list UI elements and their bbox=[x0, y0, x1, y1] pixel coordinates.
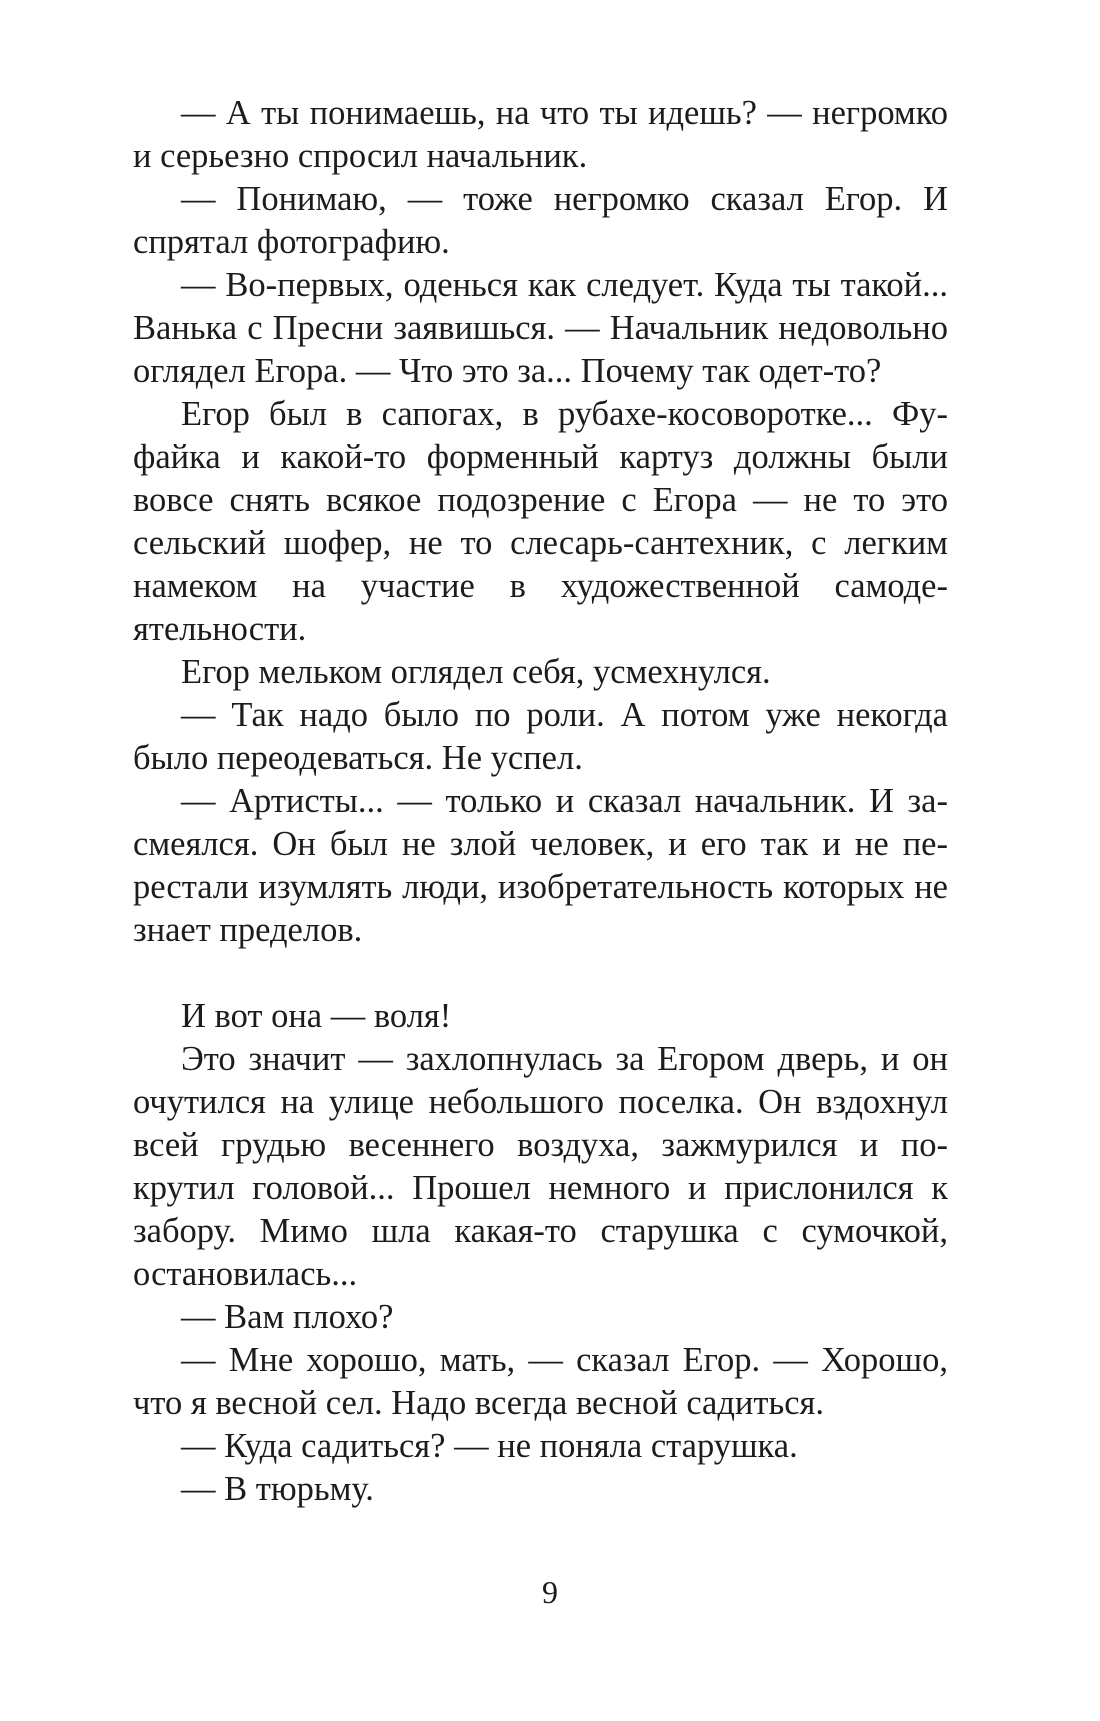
paragraph: — Во-первых, оденься как следует. Куда ты такой... Ванька с Пресни заявишься. — Начальник недовольно оглядел Егора. — Что это за... Почему так одет-то? bbox=[133, 266, 948, 390]
paragraph: — А ты понимаешь, на что ты идешь? — негромко и серьезно спросил начальник. bbox=[133, 94, 948, 175]
paragraph: — В тюрьму. bbox=[181, 1470, 374, 1508]
page-number: 9 bbox=[542, 1574, 558, 1610]
paragraph: — Мне хорошо, мать, — сказал Егор. — Хорошо, что я весной сел. Надо всегда весной садиться. bbox=[133, 1341, 948, 1422]
page-body bbox=[133, 92, 948, 1511]
paragraph: И вот она — воля! bbox=[181, 997, 452, 1035]
section-break bbox=[133, 952, 948, 995]
paragraph: — Артисты... — только и сказал начальник. И засмеялся. Он был не злой человек, и его так и не перестали изумлять люди, изобретательность которых не знает пределов. bbox=[133, 782, 948, 949]
paragraph: Егор был в сапогах, в рубахе-косоворотке... Фуфайка и какой-то форменный картуз должны были вовсе снять всякое подозрение с Егора — не то это сельский шофер, не то слесарь-сантехник, с легким намеком на участие в художественной самодеятельности. bbox=[133, 395, 948, 648]
paragraph: — Куда садиться? — не поняла старушка. bbox=[181, 1427, 798, 1465]
paragraph: — Понимаю, — тоже негромко сказал Егор. И спрятал фотографию. bbox=[133, 180, 948, 261]
paragraph: Это значит — захлопнулась за Егором дверь, и он очутился на улице небольшого поселка. Он вздохнул всей грудью весеннего воздуха, зажмурился и покрутил головой... Прошел немного и прислонился к забору. Мимо шла какая-то старушка с сумочкой, остановилась... bbox=[133, 1040, 948, 1293]
paragraph: — Вам плохо? bbox=[181, 1298, 394, 1336]
paragraph: — Так надо было по роли. А потом уже некогда было переодеваться. Не успел. bbox=[133, 696, 948, 777]
paragraph: Егор мельком оглядел себя, усмехнулся. bbox=[181, 653, 771, 691]
